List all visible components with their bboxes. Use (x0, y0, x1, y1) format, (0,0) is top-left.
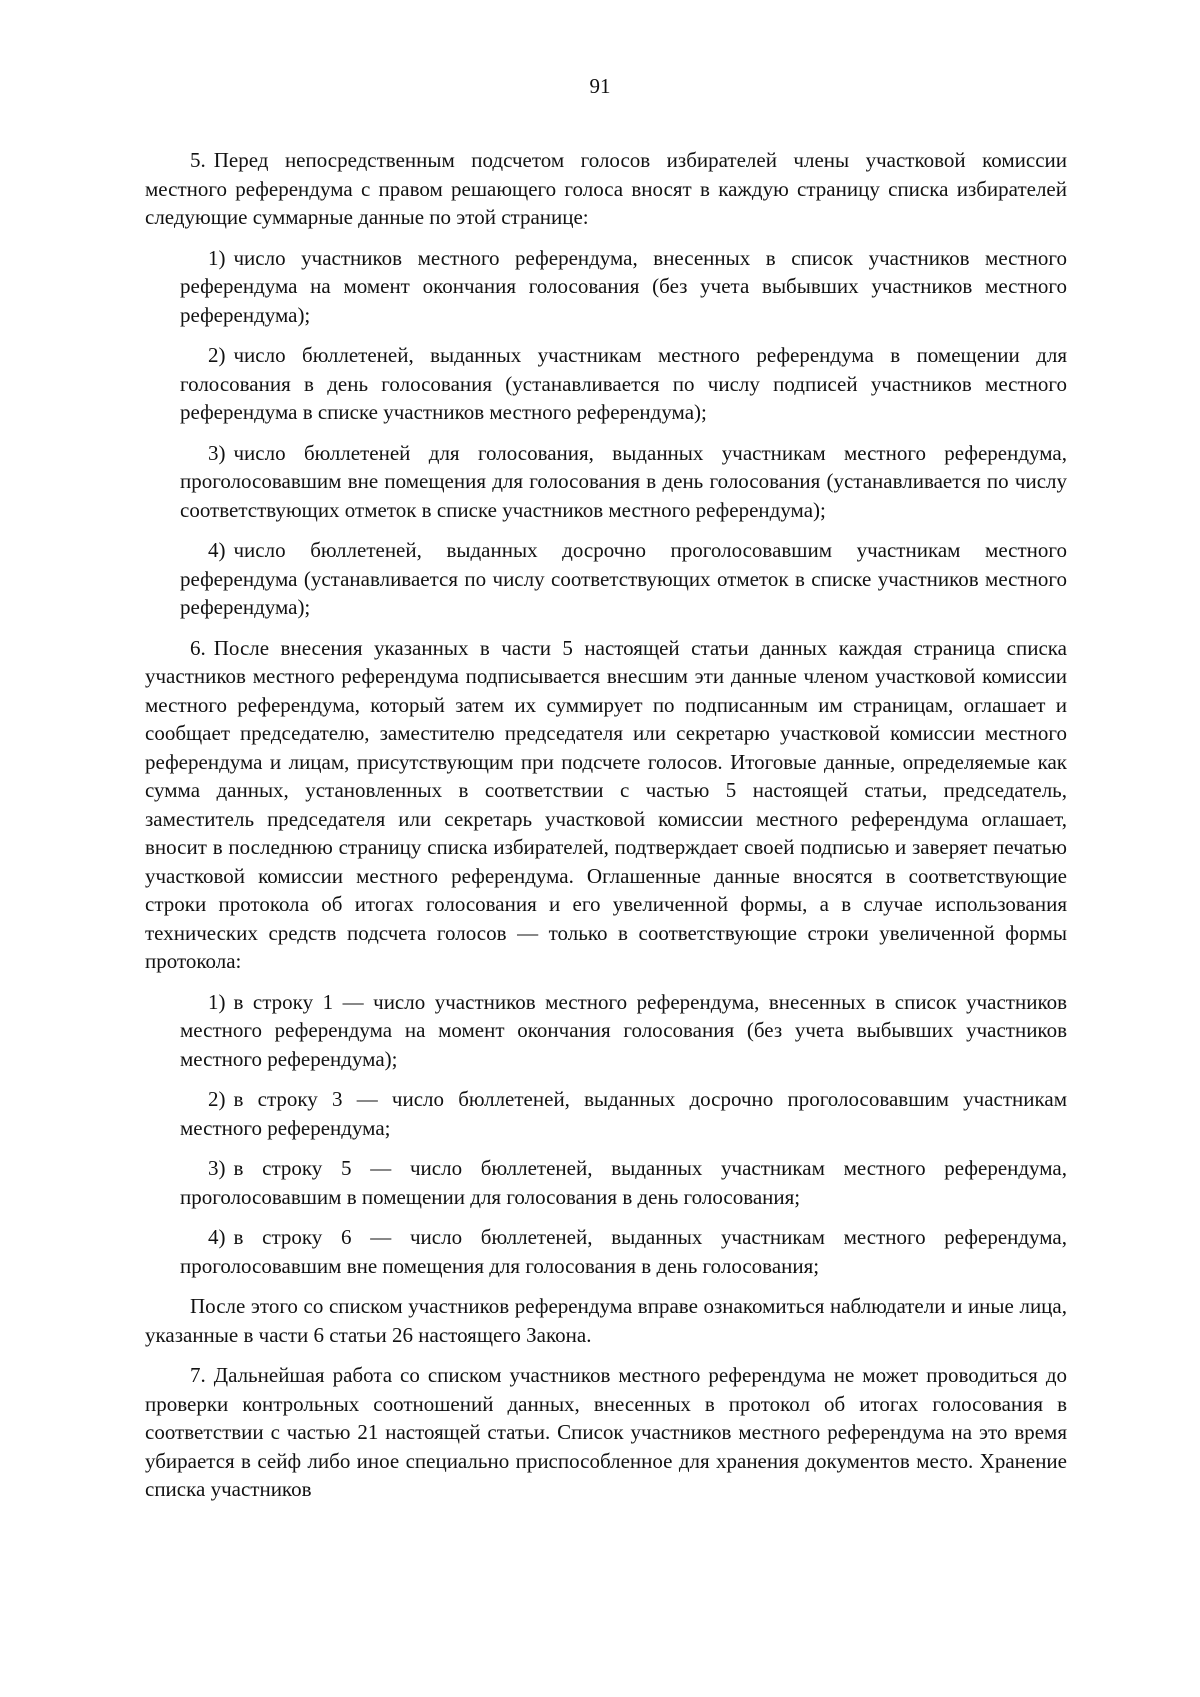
paragraph-7 (145, 1361, 1067, 1504)
list-item (145, 1085, 1067, 1142)
item-number: 3) (208, 1156, 226, 1180)
item-text: в строку 3 — число бюллетеней, выданных досрочно проголосовавшим участникам местного референдума; (180, 1087, 1067, 1140)
paragraph-text: После внесения указанных в части 5 настоящей статьи данных каждая страница списка участников местного референдума подписывается внесшим эти данные членом участковой комиссии местного референдума, который затем их суммирует по подписанным им страницам, оглашает и сообщает председателю, заместителю председателя или секретарю участковой комиссии местного референдума и лицам, присутствующим при подсчете голосов. Итоговые данные, определяемые как сумма данных, установленных в соответствии с частью 5 настоящей статьи, председатель, заместитель председателя или секретарь участковой комиссии местного референдума оглашает, вносит в последнюю страницу списка избирателей, подтверждает своей подписью и заверяет печатью участковой комиссии местного референдума. Оглашенные данные вносятся в соответствующие строки протокола об итогах голосования и его увеличенной формы, а в случае использования технических средств подсчета голосов — только в соответствующие строки увеличенной формы протокола: (145, 635, 1067, 973)
document-body (145, 146, 1067, 1516)
paragraph-number: 7. (190, 1363, 206, 1387)
item-text: в строку 1 — число участников местного референдума, внесенных в список участников местного референдума на момент окончания голосования (без учета выбывших участников местного референдума); (180, 989, 1067, 1071)
list-item (145, 536, 1067, 622)
list-item (145, 988, 1067, 1074)
paragraph-number: 6. (190, 635, 206, 660)
paragraph-text: Перед непосредственным подсчетом голосов избирателей члены участковой комиссии местного референдума с правом решающего голоса вносят в каждую страницу списка избирателей следующие суммарные данные по этой странице: (145, 148, 1067, 229)
list-item (145, 439, 1067, 525)
paragraph-number: 5. (190, 148, 206, 172)
paragraph-6 (145, 634, 1067, 976)
item-text: число бюллетеней, выданных участникам местного референдума в помещении для голосования в день голосования (устанавливается по числу подписей участников местного референдума в списке участников местного референдума); (180, 343, 1067, 424)
item-text: в строку 5 — число бюллетеней, выданных участникам местного референдума, проголосовавшим в помещении для голосования в день голосования; (180, 1156, 1067, 1209)
item-number: 1) (208, 245, 226, 270)
list-item (145, 1223, 1067, 1280)
list-item (145, 341, 1067, 427)
item-number: 3) (208, 440, 226, 465)
list-item (145, 1154, 1067, 1211)
item-text: число участников местного референдума, внесенных в список участников местного референдума на момент окончания голосования (без учета выбывших участников местного референдума); (180, 245, 1067, 327)
item-number: 1) (208, 989, 226, 1014)
item-text: число бюллетеней, выданных досрочно проголосовавшим участникам местного референдума (устанавливается по числу соответствующих отметок в списке участников местного референдума); (180, 538, 1067, 619)
paragraph-5 (145, 146, 1067, 232)
item-number: 4) (208, 1225, 226, 1249)
paragraph-text: Дальнейшая работа со списком участников местного референдума не может проводиться до проверки контрольных соотношений данных, внесенных в протокол об итогах голосования в соответствии с частью 21 настоящей статьи. Список участников местного референдума на это время убирается в сейф либо иное специально приспособленное для хранения документов место. Хранение списка участников (145, 1363, 1067, 1501)
item-number: 4) (208, 538, 226, 562)
paragraph-6-closing: После этого со списком участников референдума вправе ознакомиться наблюдатели и иные лица, указанные в части 6 статьи 26 настоящего Закона. (145, 1294, 1067, 1347)
list-item (145, 244, 1067, 330)
item-number: 2) (208, 343, 226, 367)
page-number: 91 (589, 74, 611, 98)
item-text: в строку 6 — число бюллетеней, выданных участникам местного референдума, проголосовавшим вне помещения для голосования в день голосования; (180, 1225, 1067, 1278)
item-number: 2) (208, 1087, 226, 1111)
item-text: число бюллетеней для голосования, выданных участникам местного референдума, проголосовавшим вне помещения для голосования в день голосования (устанавливается по числу соответствующих отметок в списке участников местного референдума); (180, 440, 1067, 522)
